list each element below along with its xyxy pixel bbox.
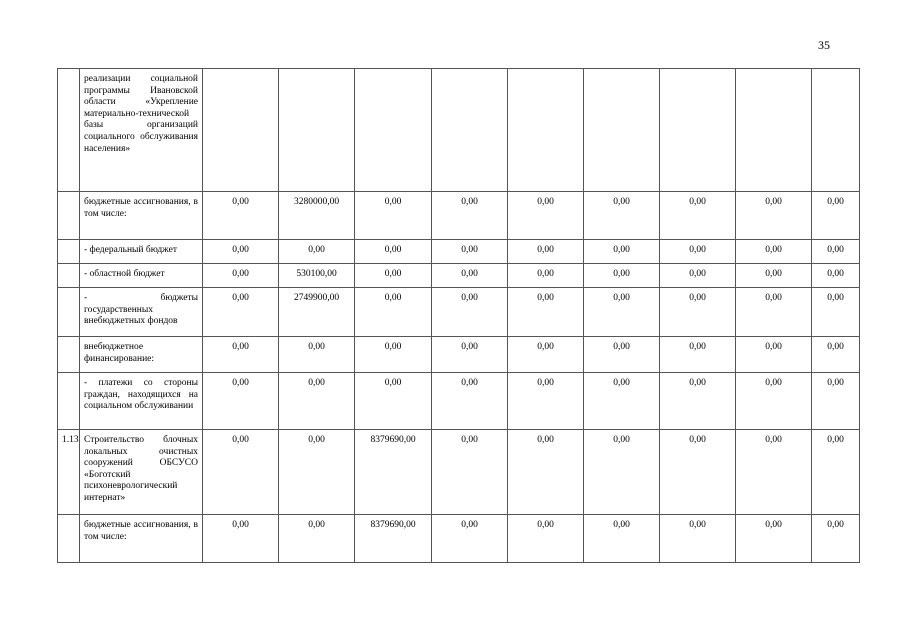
row-index xyxy=(58,515,80,563)
value-cell: 0,00 xyxy=(203,430,279,515)
table-row xyxy=(58,515,860,563)
value-cell xyxy=(203,69,279,192)
value-cell: 0,00 xyxy=(736,430,812,515)
value-cell: 0,00 xyxy=(736,515,812,563)
row-index xyxy=(58,264,80,288)
value-cell: 0,00 xyxy=(203,264,279,288)
value-cell: 0,00 xyxy=(279,430,355,515)
value-cell: 0,00 xyxy=(812,264,860,288)
value-cell xyxy=(812,69,860,192)
value-cell: 0,00 xyxy=(660,288,736,337)
value-cell: 0,00 xyxy=(584,192,660,240)
value-cell: 0,00 xyxy=(508,515,584,563)
value-cell: 0,00 xyxy=(736,373,812,430)
value-cell: 2749900,00 xyxy=(279,288,355,337)
value-cell: 0,00 xyxy=(432,430,508,515)
value-cell: 0,00 xyxy=(508,192,584,240)
value-cell: 0,00 xyxy=(812,515,860,563)
row-description: - областной бюджет xyxy=(80,264,203,288)
value-cell: 0,00 xyxy=(432,192,508,240)
value-cell: 0,00 xyxy=(203,240,279,264)
row-index xyxy=(58,373,80,430)
value-cell: 0,00 xyxy=(355,288,432,337)
value-cell: 0,00 xyxy=(660,337,736,373)
value-cell: 0,00 xyxy=(508,430,584,515)
value-cell xyxy=(508,69,584,192)
value-cell xyxy=(432,69,508,192)
value-cell xyxy=(355,69,432,192)
value-cell: 0,00 xyxy=(508,288,584,337)
value-cell: 0,00 xyxy=(279,337,355,373)
row-index: 1.13 xyxy=(58,430,80,515)
value-cell: 0,00 xyxy=(508,373,584,430)
value-cell: 3280000,00 xyxy=(279,192,355,240)
value-cell: 0,00 xyxy=(812,240,860,264)
value-cell: 0,00 xyxy=(736,337,812,373)
value-cell: 0,00 xyxy=(812,337,860,373)
value-cell: 0,00 xyxy=(584,337,660,373)
value-cell: 0,00 xyxy=(432,373,508,430)
table-row xyxy=(58,288,860,337)
value-cell: 0,00 xyxy=(203,192,279,240)
row-description: бюджетные ассигнования, в том числе: xyxy=(80,192,203,240)
value-cell: 0,00 xyxy=(203,515,279,563)
value-cell: 0,00 xyxy=(203,373,279,430)
value-cell: 0,00 xyxy=(355,240,432,264)
value-cell: 0,00 xyxy=(508,240,584,264)
value-cell xyxy=(584,69,660,192)
value-cell: 0,00 xyxy=(812,430,860,515)
value-cell: 0,00 xyxy=(432,240,508,264)
row-description: внебюджетное финансирование: xyxy=(80,337,203,373)
table-row xyxy=(58,430,860,515)
table-row xyxy=(58,192,860,240)
value-cell: 0,00 xyxy=(355,192,432,240)
value-cell: 0,00 xyxy=(432,288,508,337)
row-index xyxy=(58,69,80,192)
table-row xyxy=(58,240,860,264)
value-cell xyxy=(736,69,812,192)
row-description: бюджетные ассигнования, в том числе: xyxy=(80,515,203,563)
value-cell: 0,00 xyxy=(660,192,736,240)
value-cell: 0,00 xyxy=(432,264,508,288)
value-cell: 0,00 xyxy=(584,373,660,430)
value-cell: 0,00 xyxy=(736,264,812,288)
row-index xyxy=(58,192,80,240)
value-cell: 0,00 xyxy=(584,515,660,563)
value-cell xyxy=(660,69,736,192)
value-cell: 0,00 xyxy=(203,337,279,373)
row-index xyxy=(58,337,80,373)
row-description: - бюджеты государственных внебюджетных фондов xyxy=(80,288,203,337)
value-cell: 0,00 xyxy=(203,288,279,337)
budget-table xyxy=(57,68,860,563)
value-cell: 0,00 xyxy=(736,192,812,240)
value-cell: 0,00 xyxy=(812,192,860,240)
value-cell: 0,00 xyxy=(812,288,860,337)
row-description: реализации социальной программы Ивановской области «Укрепление материально-технической базы организаций социального обслуживания населения» xyxy=(80,69,203,192)
value-cell: 0,00 xyxy=(432,337,508,373)
value-cell: 8379690,00 xyxy=(355,515,432,563)
row-index xyxy=(58,240,80,264)
value-cell: 0,00 xyxy=(508,337,584,373)
value-cell: 0,00 xyxy=(660,515,736,563)
row-description: - платежи со стороны граждан, находящихся на социальном обслуживании xyxy=(80,373,203,430)
value-cell: 0,00 xyxy=(584,264,660,288)
row-description: - федеральный бюджет xyxy=(80,240,203,264)
value-cell: 0,00 xyxy=(584,430,660,515)
value-cell: 0,00 xyxy=(279,240,355,264)
value-cell: 8379690,00 xyxy=(355,430,432,515)
value-cell: 0,00 xyxy=(736,240,812,264)
value-cell: 0,00 xyxy=(660,264,736,288)
table-row xyxy=(58,337,860,373)
value-cell: 0,00 xyxy=(508,264,584,288)
value-cell: 0,00 xyxy=(584,288,660,337)
row-index xyxy=(58,288,80,337)
value-cell: 0,00 xyxy=(355,264,432,288)
value-cell: 0,00 xyxy=(355,337,432,373)
table-row xyxy=(58,373,860,430)
value-cell: 0,00 xyxy=(660,240,736,264)
value-cell: 0,00 xyxy=(279,373,355,430)
page-number: 35 xyxy=(818,38,830,52)
value-cell: 0,00 xyxy=(660,430,736,515)
value-cell: 0,00 xyxy=(432,515,508,563)
value-cell: 0,00 xyxy=(279,515,355,563)
value-cell: 0,00 xyxy=(584,240,660,264)
value-cell: 0,00 xyxy=(355,373,432,430)
value-cell: 530100,00 xyxy=(279,264,355,288)
value-cell: 0,00 xyxy=(660,373,736,430)
table-row xyxy=(58,264,860,288)
value-cell xyxy=(279,69,355,192)
value-cell: 0,00 xyxy=(736,288,812,337)
value-cell: 0,00 xyxy=(812,373,860,430)
row-description: Строительство блочных локальных очистных сооружений ОБСУСО «Боготский психоневрологический интернат» xyxy=(80,430,203,515)
table-row xyxy=(58,69,860,192)
